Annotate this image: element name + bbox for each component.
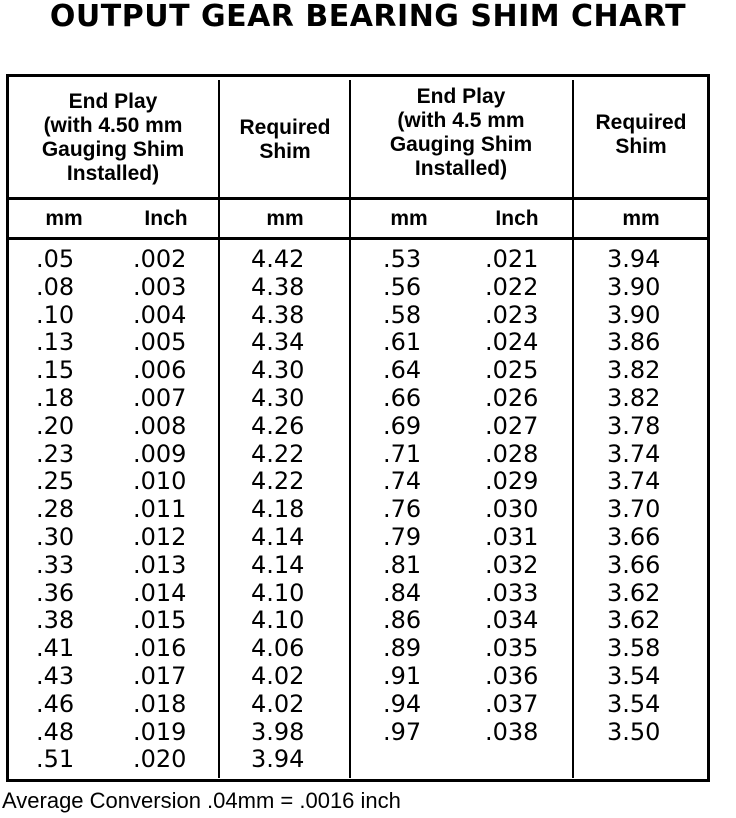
- right-inch-column-cell: .030: [485, 495, 539, 524]
- left-shim-column-cell: 3.98: [251, 717, 305, 746]
- left-inch-column-cell: .011: [133, 495, 187, 524]
- header-end-play-left: End Play (with 4.50 mm Gauging Shim Installed): [41, 90, 185, 185]
- left-inch-column-cell: .020: [133, 745, 187, 774]
- unit-inch-left: Inch: [144, 207, 188, 230]
- left-inch-column-cell: .019: [133, 717, 187, 746]
- right-inch-column-cell: .035: [485, 634, 539, 663]
- left-shim-column-cell: 4.14: [251, 550, 305, 579]
- left-shim-column-cell: 4.10: [251, 606, 305, 635]
- right-mm-column-cell: .79: [383, 522, 422, 551]
- right-inch-column-cell: .026: [485, 383, 539, 412]
- right-mm-column-cell: .89: [383, 634, 422, 663]
- left-shim-column-cell: 4.30: [251, 383, 305, 412]
- left-inch-column: [133, 246, 186, 774]
- right-mm-column-cell: .64: [383, 356, 422, 385]
- right-inch-column-cell: .028: [485, 439, 539, 468]
- right-inch-column: [485, 246, 538, 746]
- right-inch-column-cell: .024: [485, 328, 539, 357]
- chart-title: OUTPUT GEAR BEARING SHIM CHART: [49, 0, 687, 34]
- right-mm-column-cell: .74: [383, 467, 422, 496]
- right-mm-column-cell: .61: [383, 328, 422, 357]
- header-required-shim-right: Required Shim: [595, 111, 687, 158]
- right-inch-column-cell: .034: [485, 606, 539, 635]
- right-inch-column-cell: .029: [485, 467, 539, 496]
- header-required-shim-left: Required Shim: [239, 116, 331, 163]
- right-shim-column-cell: 3.78: [607, 411, 661, 440]
- right-shim-column-cell: 3.94: [607, 245, 661, 273]
- left-mm-column-cell: .10: [36, 300, 75, 329]
- left-shim-column-cell: 4.02: [251, 689, 305, 718]
- right-inch-column-cell: .037: [485, 689, 539, 718]
- left-mm-column-cell: .38: [36, 606, 75, 635]
- left-mm-column-cell: .23: [36, 439, 75, 468]
- right-mm-column-cell: .58: [383, 300, 422, 329]
- left-inch-column-cell: .005: [133, 328, 187, 357]
- column-divider-3: [572, 80, 574, 778]
- right-mm-column-cell: .91: [383, 661, 422, 690]
- left-shim-column-cell: 4.34: [251, 328, 305, 357]
- left-inch-column-cell: .002: [133, 245, 187, 273]
- left-mm-column-cell: .33: [36, 550, 75, 579]
- left-inch-column-cell: .015: [133, 606, 187, 635]
- left-shim-column-cell: 4.14: [251, 522, 305, 551]
- left-shim-column: [251, 246, 304, 774]
- right-mm-column-cell: .84: [383, 578, 422, 607]
- left-shim-column-cell: 4.42: [251, 245, 305, 273]
- left-mm-column-cell: .05: [36, 245, 75, 273]
- right-inch-column-cell: .031: [485, 522, 539, 551]
- right-shim-column-cell: 3.66: [607, 550, 661, 579]
- unit-mm-right: mm: [390, 207, 428, 230]
- right-inch-column-cell: .033: [485, 578, 539, 607]
- left-shim-column-cell: 4.38: [251, 300, 305, 329]
- right-shim-column-cell: 3.74: [607, 467, 661, 496]
- units-divider: [6, 237, 710, 240]
- right-shim-column-cell: 3.82: [607, 383, 661, 412]
- right-mm-column-cell: .66: [383, 383, 422, 412]
- left-inch-column-cell: .006: [133, 356, 187, 385]
- right-shim-column-cell: 3.58: [607, 634, 661, 663]
- left-shim-column-cell: 4.30: [251, 356, 305, 385]
- right-shim-column-cell: 3.86: [607, 328, 661, 357]
- left-mm-column-cell: .41: [36, 634, 75, 663]
- right-inch-column-cell: .022: [485, 272, 539, 301]
- right-mm-column-cell: .71: [383, 439, 422, 468]
- left-inch-column-cell: .008: [133, 411, 187, 440]
- right-shim-column-cell: 3.62: [607, 606, 661, 635]
- unit-mm-shim-right: mm: [622, 207, 660, 230]
- left-shim-column-cell: 4.10: [251, 578, 305, 607]
- right-mm-column-cell: .97: [383, 717, 422, 746]
- left-mm-column-cell: .13: [36, 328, 75, 357]
- left-mm-column-cell: .51: [36, 745, 75, 774]
- left-shim-column-cell: 3.94: [251, 745, 305, 774]
- left-inch-column-cell: .003: [133, 272, 187, 301]
- left-mm-column-cell: .30: [36, 522, 75, 551]
- right-inch-column-cell: .023: [485, 300, 539, 329]
- left-inch-column-cell: .009: [133, 439, 187, 468]
- left-inch-column-cell: .013: [133, 550, 187, 579]
- right-mm-column-cell: .69: [383, 411, 422, 440]
- right-shim-column-cell: 3.90: [607, 272, 661, 301]
- left-inch-column-cell: .018: [133, 689, 187, 718]
- left-mm-column-cell: .18: [36, 383, 75, 412]
- right-shim-column-cell: 3.70: [607, 495, 661, 524]
- right-inch-column-cell: .027: [485, 411, 539, 440]
- right-inch-column-cell: .038: [485, 717, 539, 746]
- right-mm-column-cell: .76: [383, 495, 422, 524]
- right-inch-column-cell: .036: [485, 661, 539, 690]
- right-inch-column-cell: .025: [485, 356, 539, 385]
- left-mm-column-cell: .08: [36, 272, 75, 301]
- right-inch-column-cell: .032: [485, 550, 539, 579]
- left-mm-column-cell: .15: [36, 356, 75, 385]
- left-inch-column-cell: .017: [133, 661, 187, 690]
- right-mm-column-cell: .94: [383, 689, 422, 718]
- left-mm-column-cell: .46: [36, 689, 75, 718]
- right-inch-column-cell: .021: [485, 245, 539, 273]
- left-mm-column-cell: .43: [36, 661, 75, 690]
- right-shim-column: [607, 246, 660, 746]
- right-shim-column-cell: 3.82: [607, 356, 661, 385]
- unit-inch-right: Inch: [495, 207, 539, 230]
- unit-mm-shim-left: mm: [266, 207, 304, 230]
- right-mm-column: [383, 246, 421, 746]
- left-inch-column-cell: .016: [133, 634, 187, 663]
- left-inch-column-cell: .012: [133, 522, 187, 551]
- column-divider-2: [349, 80, 351, 778]
- right-shim-column-cell: 3.50: [607, 717, 661, 746]
- left-inch-column-cell: .010: [133, 467, 187, 496]
- left-shim-column-cell: 4.26: [251, 411, 305, 440]
- left-inch-column-cell: .014: [133, 578, 187, 607]
- left-mm-column: [36, 246, 74, 774]
- right-mm-column-cell: .53: [383, 245, 422, 273]
- left-inch-column-cell: .004: [133, 300, 187, 329]
- right-shim-column-cell: 3.66: [607, 522, 661, 551]
- left-shim-column-cell: 4.22: [251, 439, 305, 468]
- right-mm-column-cell: .81: [383, 550, 422, 579]
- left-mm-column-cell: .48: [36, 717, 75, 746]
- right-shim-column-cell: 3.54: [607, 689, 661, 718]
- header-divider: [6, 197, 710, 200]
- left-shim-column-cell: 4.22: [251, 467, 305, 496]
- left-mm-column-cell: .25: [36, 467, 75, 496]
- left-mm-column-cell: .20: [36, 411, 75, 440]
- left-shim-column-cell: 4.06: [251, 634, 305, 663]
- right-mm-column-cell: .86: [383, 606, 422, 635]
- left-shim-column-cell: 4.18: [251, 495, 305, 524]
- right-shim-column-cell: 3.54: [607, 661, 661, 690]
- left-inch-column-cell: .007: [133, 383, 187, 412]
- conversion-note: Average Conversion .04mm = .0016 inch: [2, 788, 401, 813]
- left-mm-column-cell: .28: [36, 495, 75, 524]
- left-mm-column-cell: .36: [36, 578, 75, 607]
- right-shim-column-cell: 3.74: [607, 439, 661, 468]
- left-shim-column-cell: 4.38: [251, 272, 305, 301]
- right-shim-column-cell: 3.90: [607, 300, 661, 329]
- right-shim-column-cell: 3.62: [607, 578, 661, 607]
- header-end-play-right: End Play (with 4.5 mm Gauging Shim Installed): [389, 85, 533, 180]
- left-shim-column-cell: 4.02: [251, 661, 305, 690]
- column-divider-1: [218, 80, 220, 778]
- unit-mm-left: mm: [45, 207, 83, 230]
- right-mm-column-cell: .56: [383, 272, 422, 301]
